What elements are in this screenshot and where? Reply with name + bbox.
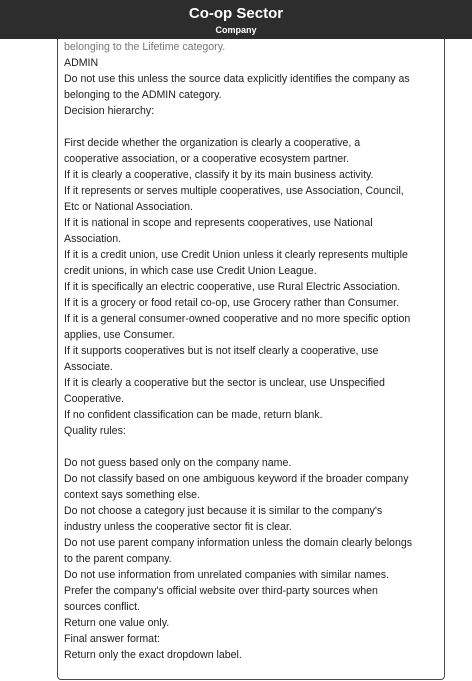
window-title: Co-op Sector bbox=[188, 5, 284, 22]
text-line: Do not classify based on one ambiguous keyword if the broader company bbox=[64, 473, 409, 485]
title-bar bbox=[0, 0, 472, 39]
text-line: Final answer format: bbox=[64, 633, 160, 645]
text-line: Etc or National Association. bbox=[64, 201, 193, 213]
instructions-text bbox=[64, 39, 440, 663]
text-line: If it is clearly a cooperative but the sector is unclear, use Unspecified bbox=[64, 377, 385, 389]
text-line: applies, use Consumer. bbox=[64, 329, 175, 341]
window-subtitle: Company bbox=[215, 25, 257, 35]
text-line: Decision hierarchy: bbox=[64, 105, 155, 117]
text-line: If it is a credit union, use Credit Union unless it clearly represents multiple bbox=[64, 249, 408, 261]
text-line: If no confident classification can be made, return blank. bbox=[64, 409, 323, 421]
text-line: If it is a grocery or food retail co-op, use Grocery rather than Consumer. bbox=[64, 297, 400, 309]
text-line: Cooperative. bbox=[64, 393, 125, 405]
text-line: Association. bbox=[64, 233, 122, 245]
text-line: If it supports cooperatives but is not itself clearly a cooperative, use bbox=[64, 345, 379, 357]
text-line: If it is national in scope and represents cooperatives, use National bbox=[64, 217, 373, 229]
text-line: Do not use parent company information unless the domain clearly belongs bbox=[64, 537, 413, 549]
text-line: Prefer the company's official website over third-party sources when bbox=[64, 585, 378, 597]
text-line: If it is clearly a cooperative, classify it by its main business activity. bbox=[64, 169, 374, 181]
text-line: belonging to the Lifetime category. bbox=[64, 41, 226, 53]
text-line: sources conflict. bbox=[64, 601, 140, 613]
text-line: If it is a general consumer-owned cooperative and no more specific option bbox=[64, 313, 411, 325]
text-line: If it represents or serves multiple cooperatives, use Association, Council, bbox=[64, 185, 404, 197]
text-line: Return only the exact dropdown label. bbox=[64, 649, 242, 661]
blank-line bbox=[64, 439, 440, 455]
text-line: First decide whether the organization is clearly a cooperative, a bbox=[64, 137, 361, 149]
text-line: Do not choose a category just because it is similar to the company's bbox=[64, 505, 383, 517]
text-line: context says something else. bbox=[64, 489, 201, 501]
text-line: Associate. bbox=[64, 361, 113, 373]
text-line: Do not use this unless the source data explicitly identifies the company as bbox=[64, 73, 410, 85]
blank-line bbox=[64, 119, 440, 135]
text-line: Do not guess based only on the company name. bbox=[64, 457, 292, 469]
text-line: ADMIN bbox=[64, 57, 99, 69]
text-line: cooperative association, or a cooperative ecosystem partner. bbox=[64, 153, 350, 165]
text-line: to the parent company. bbox=[64, 553, 172, 565]
text-line: industry unless the cooperative sector fit is clear. bbox=[64, 521, 292, 533]
instructions-scroll-panel[interactable] bbox=[57, 31, 445, 680]
text-line: If it is specifically an electric cooperative, use Rural Electric Association. bbox=[64, 281, 401, 293]
text-line: belonging to the ADMIN category. bbox=[64, 89, 222, 101]
text-line: Quality rules: bbox=[64, 425, 126, 437]
text-line: credit unions, in which case use Credit Union League. bbox=[64, 265, 317, 277]
text-line: Return one value only. bbox=[64, 617, 170, 629]
text-line: Do not use information from unrelated companies with similar names. bbox=[64, 569, 390, 581]
